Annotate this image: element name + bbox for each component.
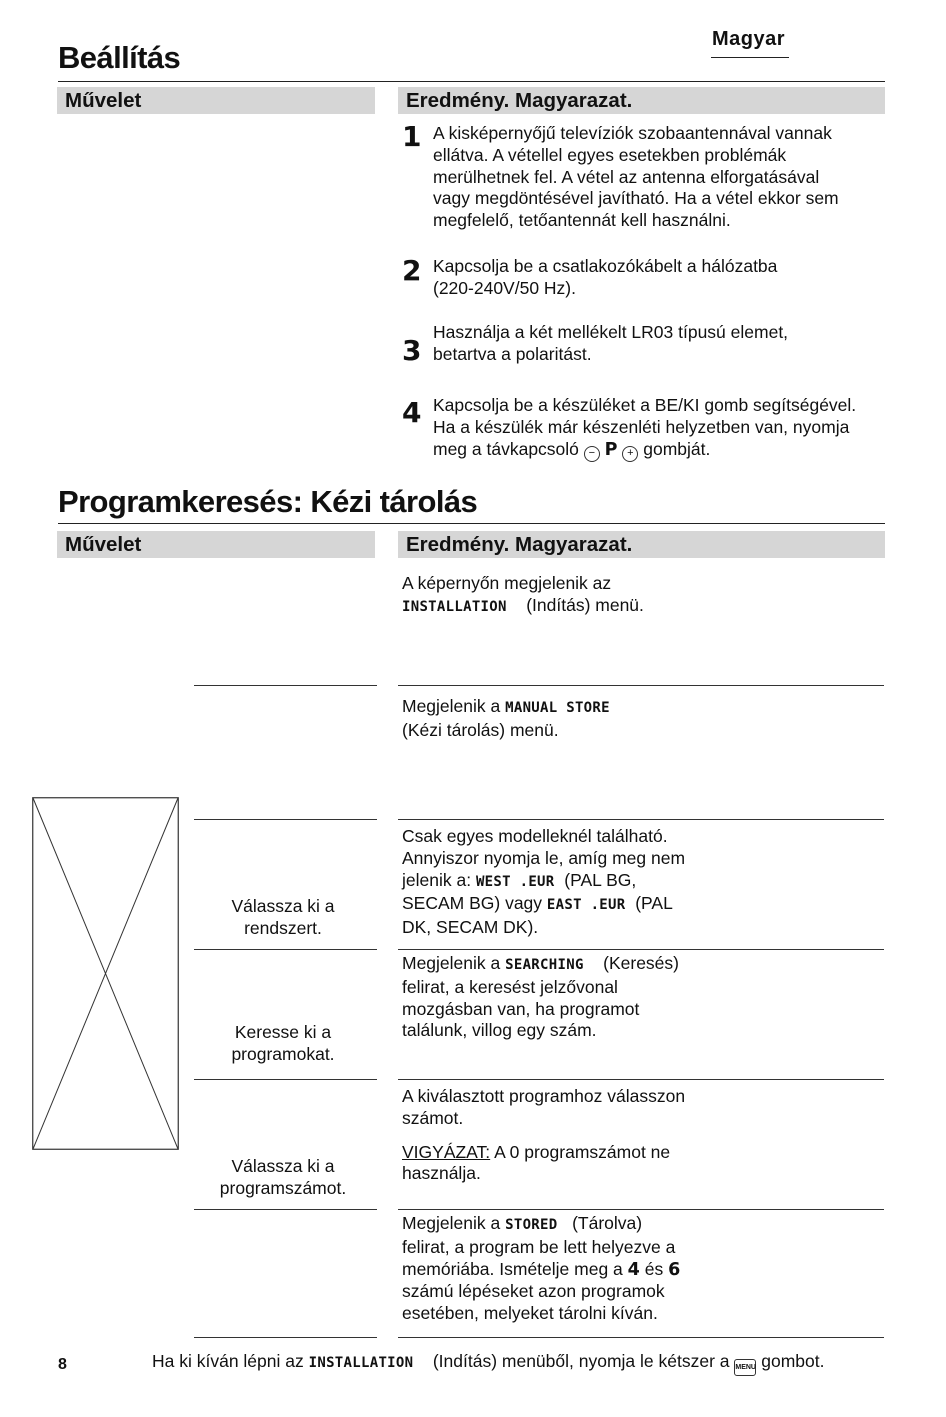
page-number: 8 <box>58 1356 67 1373</box>
step-number: 3 <box>402 334 422 367</box>
language-label: Magyar <box>712 28 786 50</box>
step-ref: 4 <box>627 1259 640 1280</box>
step-text: Kapcsolja be a készüléket a BE/KI gomb segítségével. Ha a készülék már készenléti helyzetben van, nyomja meg a távkapcsoló − P + gombját. <box>433 395 857 460</box>
menu-name: INSTALLATION <box>402 598 507 615</box>
row-divider <box>194 1209 377 1210</box>
step-text: A kisképernyőjű televíziók szobaantennával vannak ellátva. A vétellel egyes esetekben problémák merülhetnek fel. A vétel az antenna elforgatásával vagy megdöntésével javítható. Ha a vétel ekkor sem megfelelő, tetőantennát kell használni. <box>433 123 839 231</box>
operation-text: Keresse ki a programokat. <box>231 1022 335 1064</box>
row-divider <box>194 819 377 820</box>
status-name: SEARCHING <box>505 957 584 973</box>
row-divider <box>398 685 884 686</box>
row-divider <box>398 819 884 820</box>
table-row: Megjelenik a MANUAL STORE (Kézi tárolás) menü. <box>402 696 610 740</box>
column-header-result: Eredmény. Magyarazat. <box>398 87 885 114</box>
row-divider <box>398 949 884 950</box>
table-row: A kiválasztott programhoz válasszon számot. VIGYÁZAT: A 0 programszámot ne használja. <box>402 1086 686 1184</box>
row-divider <box>194 949 377 950</box>
table-row: A képernyőn megjelenik az INSTALLATION (Indítás) menü. <box>402 573 644 615</box>
step-text: Használja a két mellékelt LR03 típusú elemet, betartva a polaritást. <box>433 322 789 364</box>
column-header-result: Eredmény. Magyarazat. <box>398 531 885 558</box>
operation-text: Válassza ki a rendszert. <box>231 896 335 938</box>
step-number: 4 <box>402 396 422 429</box>
column-header-operation: Művelet <box>57 531 375 558</box>
row-divider <box>194 685 377 686</box>
section-divider <box>58 523 885 524</box>
row-divider <box>194 1337 377 1338</box>
table-row: Csak egyes modelleknél található. Annyiszor nyomja le, amíg meg nem jelenik a: WEST .EUR (PAL BG, SECAM BG) vagy EAST .EUR (PAL DK, SECAM DK). <box>402 826 686 938</box>
menu-name: MANUAL STORE <box>505 700 610 716</box>
step-number: 2 <box>402 254 422 287</box>
operation-text: Válassza ki a programszámot. <box>219 1156 347 1198</box>
section-divider <box>58 81 885 82</box>
step-number: 1 <box>402 120 422 153</box>
section-title-manual-store: Programkeresés: Kézi tárolás <box>58 484 478 519</box>
section-title-setup: Beállítás <box>58 40 181 75</box>
system-name: WEST .EUR <box>475 873 555 890</box>
menu-button-icon: MENU <box>734 1359 756 1376</box>
status-name: STORED <box>505 1217 558 1233</box>
minus-icon: − <box>584 446 600 462</box>
footer-note: Ha ki kíván lépni az INSTALLATION (Indítás) menüből, nyomja le kétszer a MENU gombot. <box>152 1351 824 1376</box>
image-placeholder-icon <box>32 797 179 1150</box>
table-row: Megjelenik a SEARCHING (Keresés) felirat, a keresést jelzővonal mozgásban van, ha programot találunk, villog egy szám. <box>402 953 679 1041</box>
step-ref: 6 <box>668 1259 681 1280</box>
row-divider <box>398 1079 884 1080</box>
warning-label: VIGYÁZAT: <box>402 1141 491 1162</box>
menu-name: INSTALLATION <box>308 1355 414 1371</box>
row-divider <box>194 1079 377 1080</box>
row-divider <box>398 1209 884 1210</box>
row-divider <box>398 1337 884 1338</box>
plus-icon: + <box>622 446 638 462</box>
language-underline <box>711 57 789 58</box>
system-name: EAST .EUR <box>546 897 626 914</box>
table-row: Megjelenik a STORED (Tárolva) felirat, a program be lett helyezve a memóriába. Ismételje meg a 4 és 6 számú lépéseket azon programok esetében, melyeket tárolni kíván. <box>402 1213 681 1324</box>
step-text: Kapcsolja be a csatlakozókábelt a hálózatba (220-240V/50 Hz). <box>433 256 778 298</box>
column-header-operation: Művelet <box>57 87 375 114</box>
p-key-label: P <box>604 439 618 460</box>
